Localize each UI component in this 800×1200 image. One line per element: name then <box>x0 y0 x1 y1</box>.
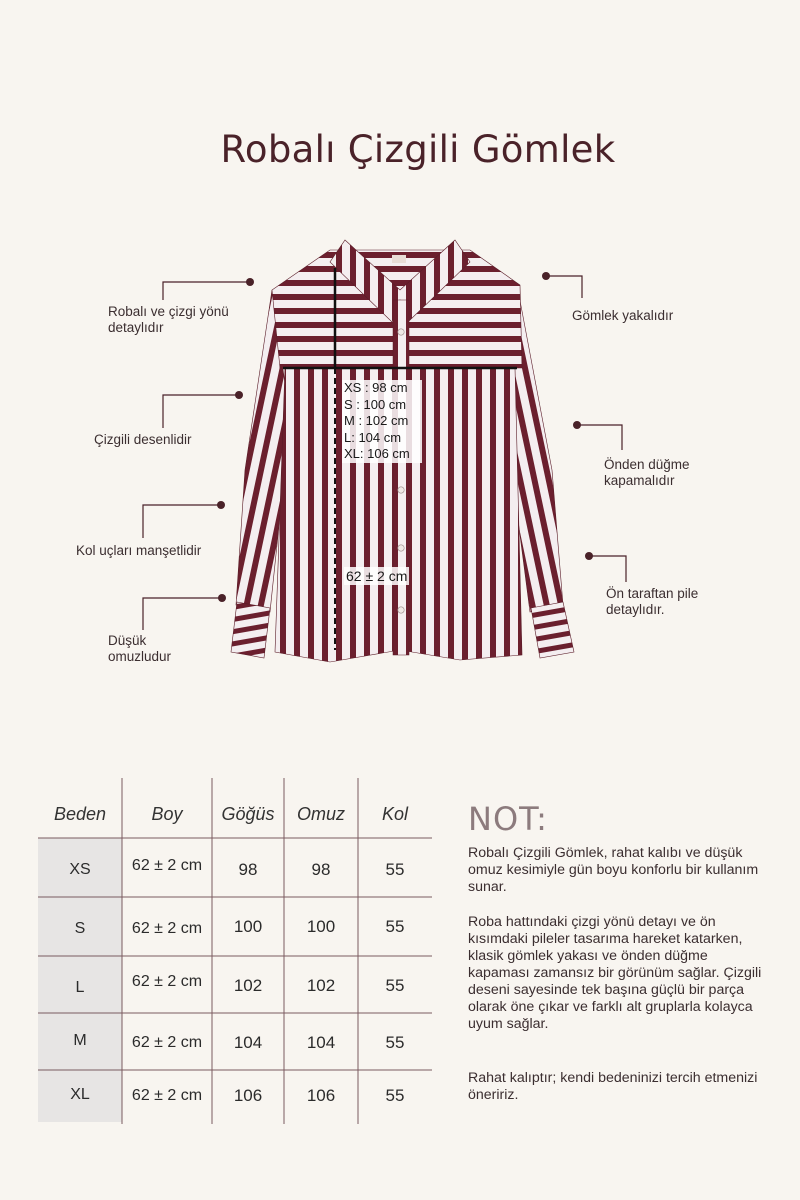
cell-gogus: 106 <box>233 1086 263 1105</box>
callout-dugme: Önden düğme kapamalıdır <box>604 457 690 488</box>
header-boy: Boy <box>151 804 183 824</box>
cell-boy: 62 ± 2 cm <box>131 973 203 990</box>
cell-size: XS <box>69 861 91 878</box>
cell-boy: 62 ± 2 cm <box>131 1034 203 1051</box>
callout-cizgili: Çizgili desenlidir <box>94 432 192 447</box>
chest-measure-m: M : 102 cm <box>344 413 409 429</box>
cell-gogus: 98 <box>238 860 258 879</box>
left-cuff <box>231 602 270 658</box>
callout-roba: Robalı ve çizgi yönü detaylıdır <box>108 304 229 335</box>
chest-measure-l: L: 104 cm <box>344 429 402 445</box>
header-kol: Kol <box>381 804 408 824</box>
callout-kol: Kol uçları manşetlidir <box>76 543 202 558</box>
cell-size: XL <box>70 1086 90 1103</box>
chest-measure-xs: XS : 98 cm <box>344 380 408 395</box>
note-title: NOT: <box>468 800 548 838</box>
cell-omuz: 106 <box>306 1086 336 1105</box>
cell-omuz: 98 <box>311 860 331 879</box>
cell-kol: 55 <box>385 1033 405 1052</box>
chest-measure-xl: XL: 106 cm <box>344 446 410 462</box>
cell-gogus: 102 <box>233 976 263 995</box>
placket <box>393 300 409 655</box>
length-measurement: 62 ± 2 cm <box>346 568 408 584</box>
cell-size: L <box>75 979 85 996</box>
cell-omuz: 102 <box>306 976 336 995</box>
cell-gogus: 104 <box>233 1033 263 1052</box>
cell-kol: 55 <box>385 860 405 879</box>
cell-gogus: 100 <box>233 917 263 936</box>
note-paragraph-2: Roba hattındaki çizgi yönü detayı ve ön kısımdaki pileler tasarıma hareket katarken, klasik gömlek yakası ve önden düğme kapaması zamansız bir görünüm sağlar. Çizgili deseni sayesinde tek başına güçlü bir parça olarak öne çıkar ve farklı alt gruplarla kolayca uyum sağlar. <box>468 914 762 1032</box>
callout-dusuk: Düşük omuzludur <box>108 633 172 664</box>
chest-measure-s: S : 100 cm <box>344 396 407 412</box>
cell-kol: 55 <box>385 976 405 995</box>
callout-pile: Ön taraftan pile detaylıdır. <box>606 586 699 617</box>
cell-boy: 62 ± 2 cm <box>131 857 203 874</box>
callout-yaka: Gömlek yakalıdır <box>572 308 674 323</box>
cell-kol: 55 <box>385 1086 405 1105</box>
header-omuz: Omuz <box>296 804 345 824</box>
cell-boy: 62 ± 2 cm <box>131 1087 203 1104</box>
note-paragraph-1: Robalı Çizgili Gömlek, rahat kalıbı ve düşük omuz kesimiyle gün boyu konforlu bir kullanım sunar. <box>468 845 759 895</box>
cell-size: M <box>73 1032 87 1049</box>
page-title: Robalı Çizgili Gömlek <box>220 128 616 171</box>
note-paragraph-3: Rahat kalıptır; kendi bedeninizi tercih etmenizi öneririz. <box>468 1070 758 1103</box>
header-beden: Beden <box>53 804 107 824</box>
cell-boy: 62 ± 2 cm <box>131 920 203 937</box>
cell-omuz: 100 <box>306 917 336 936</box>
cell-size: S <box>74 920 86 937</box>
chest-measurements <box>342 380 422 463</box>
header-gogus: Göğüs <box>221 804 275 824</box>
right-cuff <box>531 602 574 658</box>
cell-kol: 55 <box>385 917 405 936</box>
cell-omuz: 104 <box>306 1033 336 1052</box>
